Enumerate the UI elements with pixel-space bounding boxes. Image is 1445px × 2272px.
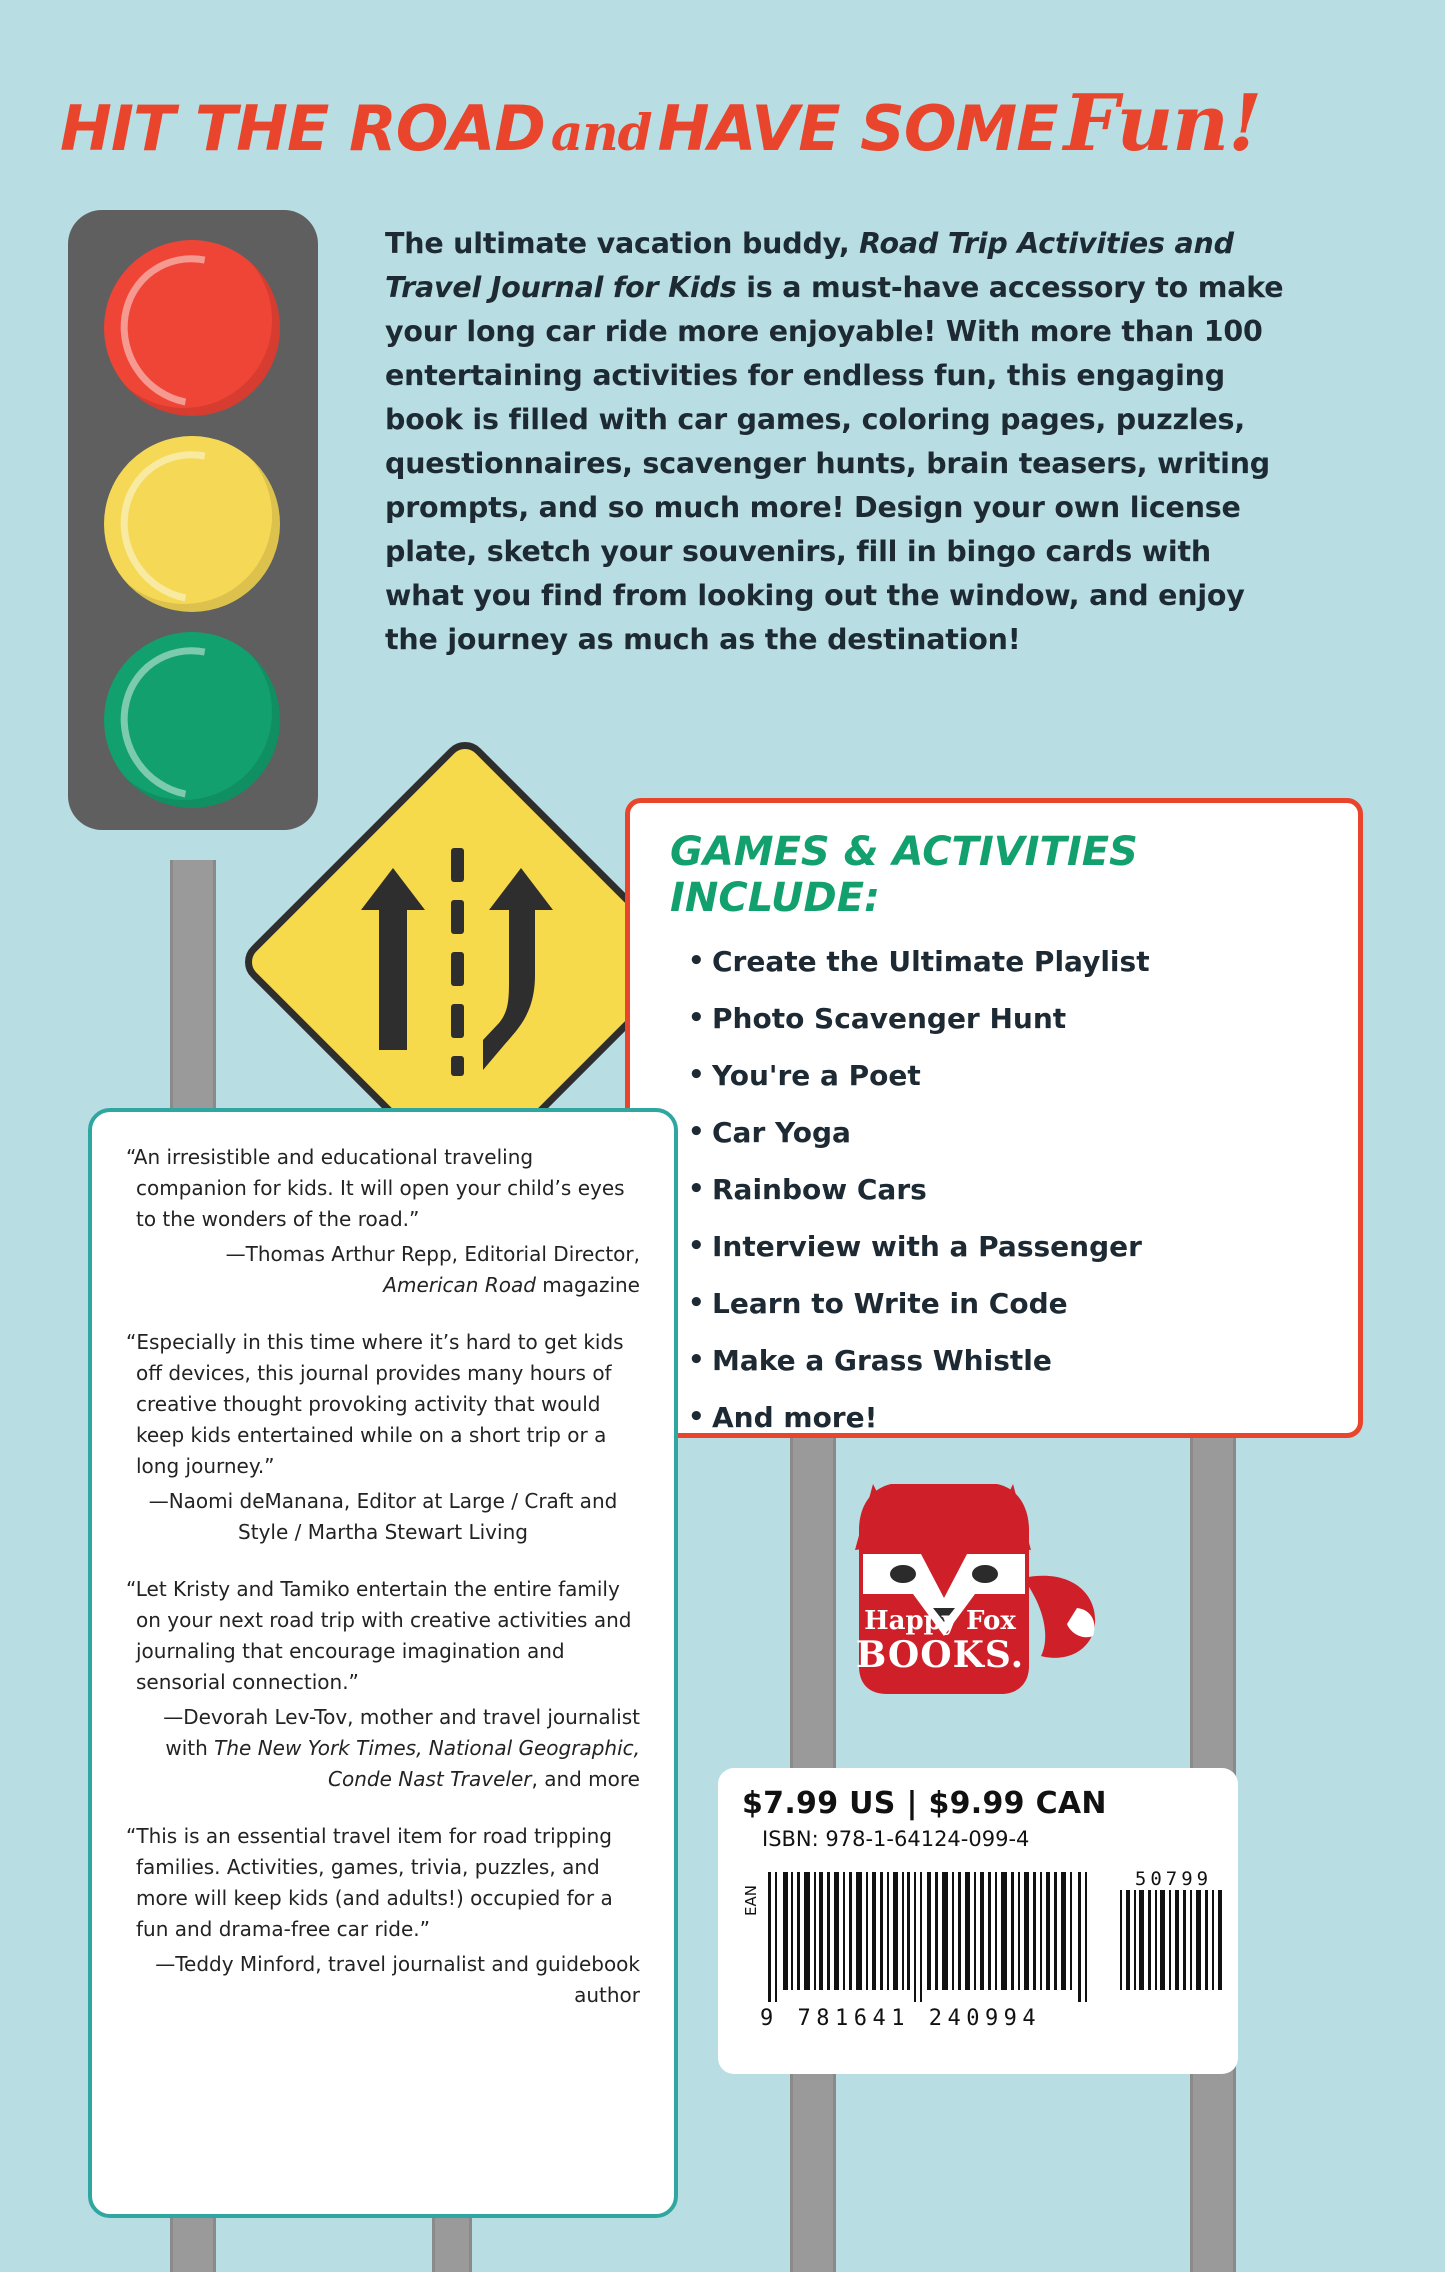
review-attr-prefix: —Devorah Lev-Tov, mother and travel journalist with (163, 1705, 640, 1760)
merge-arrows-icon (243, 740, 673, 1170)
barcode-addon (1118, 1890, 1228, 1990)
blurb-lead: The ultimate vacation buddy, (385, 227, 860, 260)
review-attribution (126, 1239, 640, 1301)
list-item: • Interview with a Passenger (660, 1218, 1328, 1275)
review-text: “This is an essential travel item for road tripping families. Activities, games, trivia, puzzles, and more will keep kids (and adults!) occupied for a fun and drama-free car ride.” (126, 1824, 613, 1941)
barcode-card (718, 1768, 1238, 2074)
publisher-logo (845, 1458, 1105, 1733)
review-attr-italic: American Road (383, 1273, 536, 1297)
review-text: “Especially in this time where it’s hard to get kids off devices, this journal provides many hours of creative thought provoking activity that would keep kids entertained while on a short trip or a long journey.” (126, 1330, 624, 1478)
logo-text (845, 1606, 1035, 1674)
review-2 (126, 1327, 640, 1548)
headline-part1: HIT THE ROAD (60, 92, 545, 165)
logo-line2: BOOKS. (855, 1634, 1025, 1676)
headline-part2: HAVE SOME (657, 92, 1058, 165)
games-activities-box (625, 798, 1363, 1438)
headline-and: and (550, 103, 652, 162)
list-item: • Car Yoga (660, 1104, 1328, 1161)
review-text: “An irresistible and educational traveling companion for kids. It will open your child’s eyes to the wonders of the road.” (126, 1145, 625, 1231)
games-title: GAMES & ACTIVITIES INCLUDE: (670, 829, 1138, 921)
page-title (60, 78, 1390, 168)
list-item: • And more! (660, 1389, 1328, 1446)
price-label: $7.99 US | $9.99 CAN (742, 1786, 1107, 1821)
traffic-light-yellow-lamp (104, 436, 280, 612)
review-4 (126, 1821, 640, 2011)
logo-line1: Happy Fox (864, 1606, 1016, 1636)
headline-fun: Fun! (1063, 78, 1262, 169)
list-item: • Create the Ultimate Playlist (660, 933, 1328, 990)
review-attr-italic: The New York Times, National Geographic, Conde Nast Traveler (214, 1736, 640, 1791)
review-attr-suffix: , and more (531, 1767, 640, 1791)
review-attribution: —Naomi deManana, Editor at Large / Craft and Style / Martha Stewart Living (148, 1489, 618, 1544)
traffic-light-illustration (68, 210, 318, 830)
lane-merge-sign (243, 740, 673, 1170)
list-item: • Learn to Write in Code (660, 1275, 1328, 1332)
games-list (660, 933, 1328, 1446)
review-attribution (126, 1702, 640, 1795)
list-item: • You're a Poet (660, 1047, 1328, 1104)
barcode-main (766, 1872, 1096, 2002)
list-item: • Make a Grass Whistle (660, 1332, 1328, 1389)
review-1 (126, 1142, 640, 1301)
blurb-rest: is a must-have accessory to make your long car ride more enjoyable! With more than 100 entertaining activities for endless fun, this engaging book is filled with car games, coloring pages, puzzles, questionnaires, scavenger hunts, brain teasers, writing prompts, and so much more! Design your own license plate, sketch your souvenirs, fill in bingo cards with what you find from looking out the window, and enjoy the journey as much as the destination! (385, 271, 1284, 656)
review-attr-suffix: magazine (535, 1273, 640, 1297)
ean-label: EAN (742, 1885, 760, 1916)
reviews-box (88, 1108, 678, 2218)
list-item: • Rainbow Cars (660, 1161, 1328, 1218)
isbn-label: ISBN: 978-1-64124-099-4 (762, 1827, 1030, 1851)
fox-icon (845, 1458, 1105, 1733)
review-attr-prefix: —Thomas Arthur Repp, Editorial Director, (225, 1242, 640, 1266)
description-paragraph (385, 222, 1290, 662)
review-text: “Let Kristy and Tamiko entertain the entire family on your next road trip with creative activities and journaling that encourage imagination and sensorial connection.” (126, 1577, 632, 1694)
barcode-addon-digits: 50799 (1134, 1868, 1213, 1890)
barcode-digits: 9 781641 240994 (760, 2006, 1042, 2031)
review-attribution: —Teddy Minford, travel journalist and guidebook author (155, 1952, 640, 2007)
list-item: • Photo Scavenger Hunt (660, 990, 1328, 1047)
review-3 (126, 1574, 640, 1795)
blurb-book-title: Road Trip Activities and Travel Journal for Kids (385, 227, 1234, 304)
traffic-light-red-lamp (104, 240, 280, 416)
